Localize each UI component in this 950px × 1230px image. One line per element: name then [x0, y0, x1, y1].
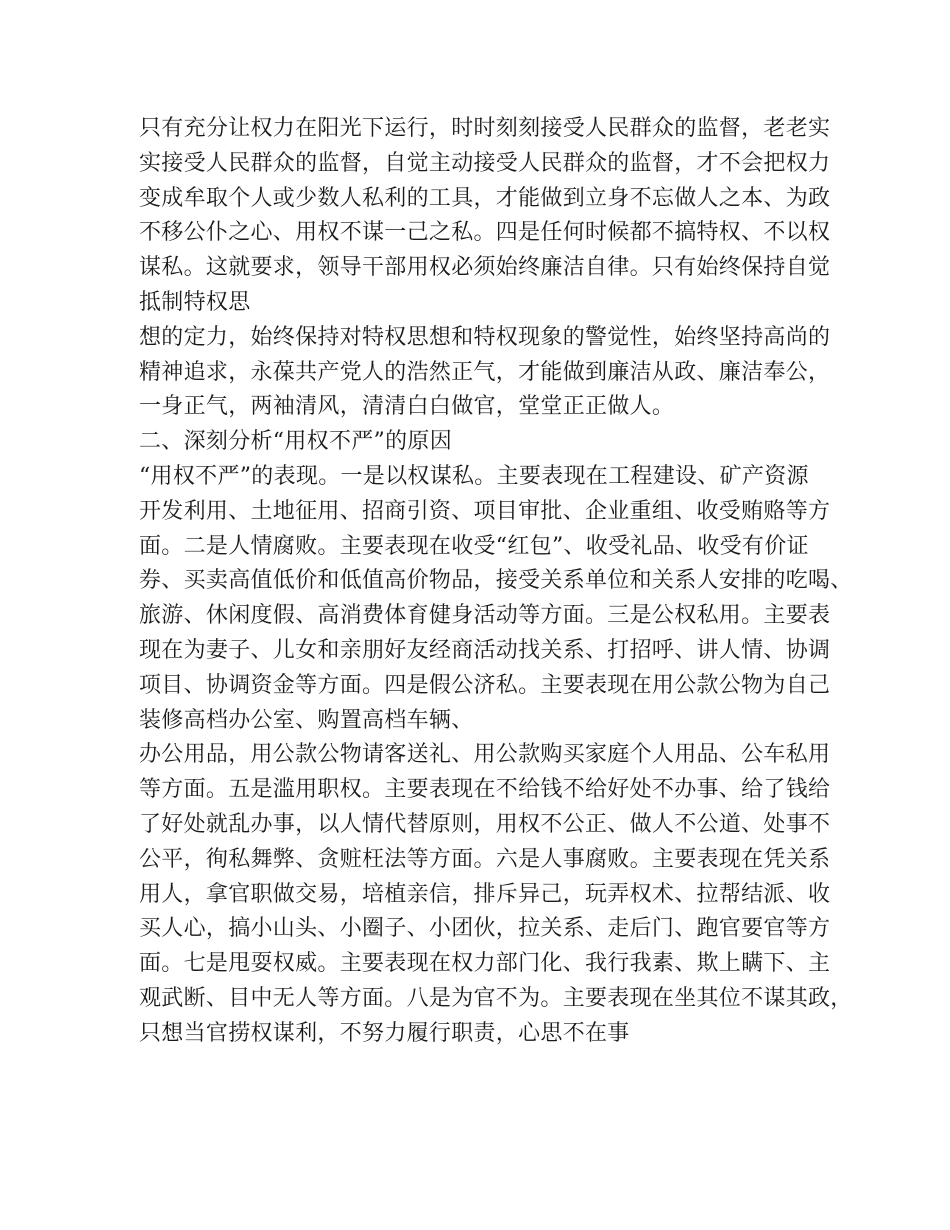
text-line: 想的定力，始终保持对特权思想和特权现象的警觉性，始终坚持高尚的 — [139, 324, 831, 350]
text-line: 一身正气，两袖清风，清清白白做官，堂堂正正做人。 — [139, 394, 675, 420]
text-line: 开发利用、土地征用、招商引资、项目审批、企业重组、收受贿赂等方 — [139, 498, 831, 524]
text-line: 公平，徇私舞弊、贪赃枉法等方面。六是人事腐败。主要表现在凭关系 — [139, 846, 831, 872]
text-line: 观武断、目中无人等方面。八是为官不为。主要表现在坐其位不谋其政， — [139, 985, 853, 1011]
section-heading: 二、深刻分析“用权不严”的原因 — [139, 429, 452, 455]
text-line: 办公用品，用公款公物请客送礼、用公款购买家庭个人用品、公车私用 — [139, 742, 831, 768]
text-line: 项目、协调资金等方面。四是假公济私。主要表现在用公款公物为自己 — [139, 672, 831, 698]
text-line: 谋私。这就要求，领导干部用权必须始终廉洁自律。只有始终保持自觉 — [139, 255, 831, 281]
text-line: 只有充分让权力在阳光下运行，时时刻刻接受人民群众的监督，老老实 — [139, 116, 831, 141]
text-line: 现在为妻子、儿女和亲朋好友经商活动找关系、打招呼、讲人情、协调 — [139, 637, 831, 663]
text-line: 旅游、休闲度假、高消费体育健身活动等方面。三是公权私用。主要表 — [139, 603, 831, 629]
text-line: 不移公仆之心、用权不谋一己之私。四是任何时候都不搞特权、不以权 — [139, 220, 831, 246]
text-line: 变成牟取个人或少数人私利的工具，才能做到立身不忘做人之本、为政 — [139, 185, 831, 211]
body-text — [139, 112, 853, 1052]
text-line: “用权不严”的表现。一是以权谋私。主要表现在工程建设、矿产资源 — [139, 463, 809, 489]
text-line: 精神追求，永葆共产党人的浩然正气，才能做到廉洁从政、廉洁奉公， — [139, 359, 831, 385]
text-line: 面。七是甩耍权威。主要表现在权力部门化、我行我素、欺上瞒下、主 — [139, 951, 831, 977]
text-line: 抵制特权思 — [139, 289, 251, 315]
text-line: 实接受人民群众的监督，自觉主动接受人民群众的监督，才不会把权力 — [139, 150, 831, 176]
text-line: 只想当官捞权谋利，不努力履行职责，心思不在事 — [139, 1020, 630, 1046]
text-line: 了好处就乱办事，以人情代替原则，用权不公正、做人不公道、处事不 — [139, 811, 831, 837]
text-line: 券、买卖高值低价和低值高价物品，接受关系单位和关系人安排的吃喝、 — [139, 568, 853, 594]
text-line: 面。二是人情腐败。主要表现在收受“红包”、收受礼品、收受有价证 — [139, 533, 809, 559]
text-line: 等方面。五是滥用职权。主要表现在不给钱不给好处不办事、给了钱给 — [139, 777, 831, 803]
text-line: 用人，拿官职做交易，培植亲信，排斥异己，玩弄权术、拉帮结派、收 — [139, 881, 831, 907]
text-line: 装修高档办公室、购置高档车辆、 — [139, 707, 474, 733]
text-line: 买人心，搞小山头、小圈子、小团伙，拉关系、走后门、跑官要官等方 — [139, 916, 831, 942]
